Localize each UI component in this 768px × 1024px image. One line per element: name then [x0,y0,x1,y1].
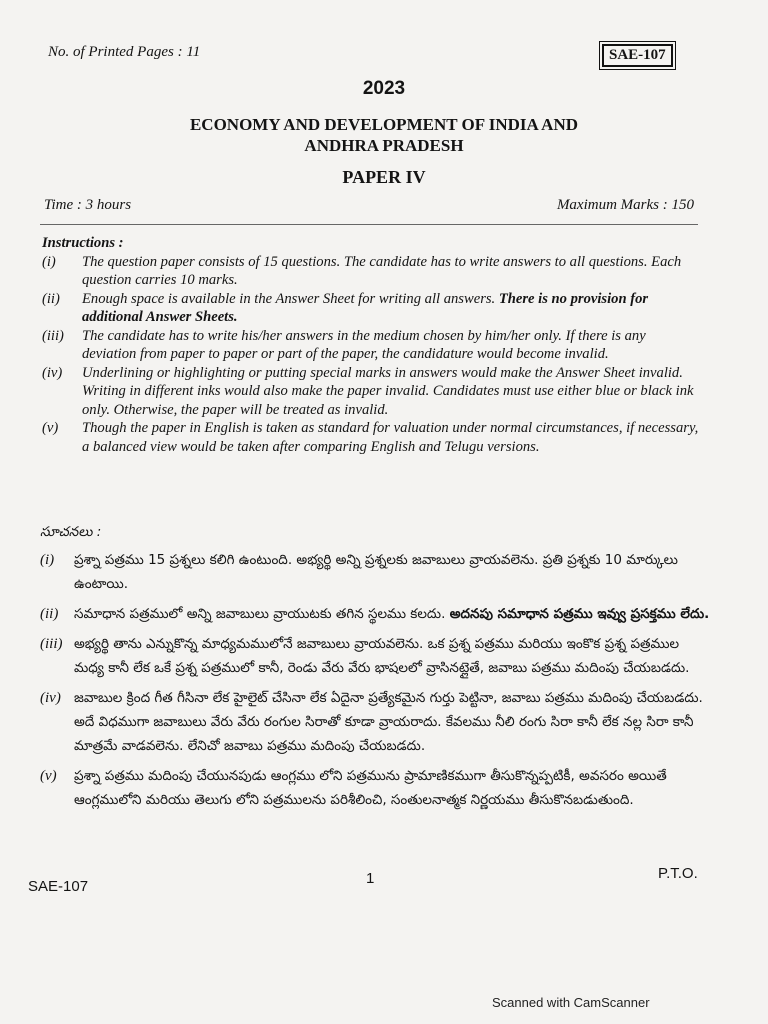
instruction-text-wrap [82,290,702,327]
instruction-number: (i) [42,253,56,270]
instructions-heading: Instructions : [42,235,124,251]
maximum-marks: Maximum Marks : 150 [556,197,694,213]
instruction-item [42,419,702,456]
instruction-text: Enough space is available in the Answer Sheet for writing all answers. [82,290,496,307]
telugu-item-number: (i) [40,552,55,568]
paper-title-line-1: ECONOMY AND DEVELOPMENT OF INDIA AND [189,115,579,134]
scanner-watermark: Scanned with CamScanner [492,995,650,1010]
telugu-item-number: (v) [40,768,57,784]
telugu-item-text: ప్రశ్నా పత్రము 15 ప్రశ్నలు కలిగి ఉంటుంది. అభ్యర్థి అన్ని ప్రశ్నలకు జవాబులు వ్రాయవలెను. ప్రతి ప్రశ్నకు 10 మార్కులు ఉంటాయి. [74,552,678,592]
instruction-text: Though the paper in English is taken as standard for valuation under normal circumstances, if necessary, a balanced view would be taken after comparing English and Telugu versions. [82,420,699,455]
telugu-item [40,686,712,758]
telugu-item-text: సమాధాన పత్రములో అన్ని జవాబులు వ్రాయుటకు తగిన స్థలము కలదు. [74,606,446,622]
telugu-heading: సూచనలు : [40,524,102,540]
instruction-item [42,327,702,364]
instruction-item [42,364,702,420]
paper-code-box: SAE-107 [602,44,673,67]
telugu-instructions [40,520,712,818]
telugu-item-text: జవాబుల క్రింద గీత గీసినా లేక హైలైట్ చేసినా లేక ఏదైనా ప్రత్యేకమైన గుర్తు పెట్టినా, జవాబు పత్రము మదింపు చేయబడదు. అదే విధముగా జవాబులు వేరు వేరు రంగుల సిరాతో కూడా వ్రాయరాదు. కేవలము నీలి రంగు సిరా కానీ లేక నల్ల సిరా కానీ మాత్రమే వాడవలెను. లేనిచో జవాబు పత్రము మదింపు చేయబడదు. [74,690,703,754]
telugu-item-number: (iv) [40,690,61,706]
telugu-item-bold-text: అదనపు సమాధాన పత్రము ఇవ్వు ప్రసక్తము లేదు. [449,606,710,622]
telugu-item [40,632,712,680]
telugu-item-text-wrap [74,602,712,626]
instruction-text: The candidate has to write his/her answers in the medium chosen by him/her only. If there is any deviation from paper to paper or part of the paper, the candidature would become invalid. [82,327,646,362]
footer-paper-code: SAE-107 [28,878,89,895]
instruction-number: (iv) [42,364,63,381]
telugu-item-number: (iii) [40,636,63,652]
page-number: 1 [366,870,375,887]
telugu-item-text: ప్రశ్నా పత్రము మదింపు చేయునపుడు ఆంగ్లము లోని పత్రమును ప్రామాణికముగా తీసుకొన్నప్పటికీ, అవసరం అయితే ఆంగ్లములోని మరియు తెలుగు లోని పత్రములను పరిశీలించి, సంతులనాత్మక నిర్ణయము తీసుకొనబడుతుంది. [74,768,667,808]
telugu-item [40,548,712,596]
time-limit: Time : 3 hours [44,197,132,213]
instruction-bold-text: There is no provision for additional Answer Sheets. [82,290,649,325]
telugu-item [40,764,712,812]
paper-number: PAPER IV [342,167,426,187]
printed-pages-count: No. of Printed Pages : 11 [48,44,201,60]
instruction-text: The question paper consists of 15 questions. The candidate has to write answers to all questions. Each question carries 10 marks. [82,253,682,288]
instruction-item [42,253,702,290]
paper-title-line-2: ANDHRA PRADESH [304,136,464,155]
header-divider [40,224,698,225]
exam-year: 2023 [362,78,406,99]
telugu-item-number: (ii) [40,606,59,622]
telugu-item-text: అభ్యర్థి తాను ఎన్నుకొన్న మాధ్యమములోనే జవాబులు వ్రాయవలెను. ఒక ప్రశ్న పత్రము మరియు ఇంకొక ప్రశ్న పత్రముల మధ్య కానీ లేక ఒకే ప్రశ్న పత్రములో కానీ, రెండు వేరు వేరు భాషలలో వ్రాసినట్లైతే, జవాబు పత్రము మదింపు చేయబడదు. [74,636,690,676]
instruction-number: (v) [42,420,59,436]
telugu-item [40,602,712,626]
instruction-number: (iii) [42,327,64,344]
paper-title [80,114,688,156]
instruction-text: Underlining or highlighting or putting special marks in answers would make the Answer Sheet invalid. Writing in different inks would also make the paper invalid. Candidates must use either blue or black ink only. Otherwise, the paper will be treated as invalid. [82,364,694,418]
instruction-item [42,290,702,327]
english-instructions [42,234,702,456]
pto-label: P.T.O. [658,865,698,882]
instruction-number: (ii) [42,290,60,307]
